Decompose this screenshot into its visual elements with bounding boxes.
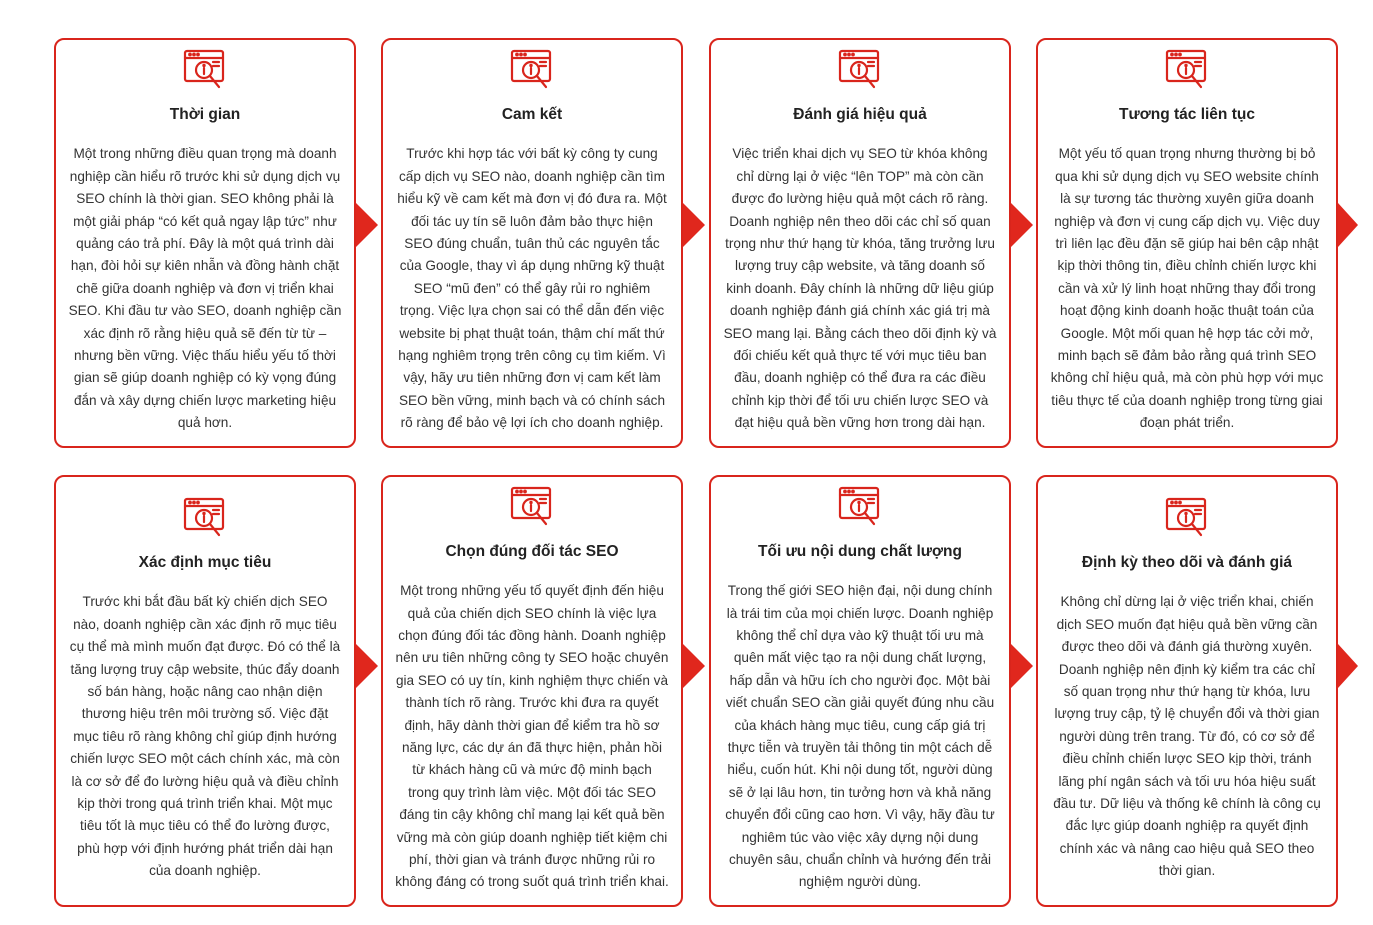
card-thoi-gian — [54, 38, 356, 448]
card-description: Trong thế giới SEO hiện đại, nội dung chính là trái tim của mọi chiến lược. Doanh nghiệp không thể chỉ dựa vào kỹ thuật tối ưu mà quên mất việc tạo ra nội dung chất lượng, hấp dẫn và hữu ích cho người đọc. Một bài viết chuẩn SEO cần giải quyết đúng nhu cầu của khách hàng mục tiêu, cung cấp giá trị thực tiễn và truyền tải thông tin một cách dễ hiểu, cuốn hút. Khi nội dung tốt, người dùng sẽ ở lại lâu hơn, tin tưởng hơn và khả năng chuyển đổi cũng cao hơn. Vì vậy, hãy đầu tư nghiêm túc vào việc xây dựng nội dung chuyên sâu, chuẩn chỉnh và hướng đến trải nghiệm người dùng. — [725, 583, 995, 890]
card-title: Tương tác liên tục — [1119, 106, 1255, 124]
arrow-right-icon — [1338, 644, 1358, 688]
card-dinh-ky-theo-doi-va-danh-gia — [1036, 475, 1338, 907]
card-title: Chọn đúng đối tác SEO — [445, 543, 619, 561]
card-toi-uu-noi-dung-chat-luong — [709, 475, 1011, 907]
web-search-icon — [509, 484, 555, 530]
card-description: Một yếu tố quan trọng nhưng thường bị bỏ qua khi sử dụng dịch vụ SEO website chính là sự tương tác thường xuyên giữa doanh nghiệp và đơn vị cung cấp dịch vụ. Việc duy trì liên lạc đều đặn sẽ giúp hai bên cập nhật kịp thời thông tin, điều chỉnh chiến lược khi cần và xử lý linh hoạt những thay đổi trong hoạt động kinh doanh hoặc thuật toán của Google. Một mối quan hệ hợp tác cởi mở, minh bạch sẽ đảm bảo rằng quá trình SEO không chỉ hiệu quả, mà còn phù hợp với mục tiêu thực tế của doanh nghiệp trong từng giai đoạn phát triển. — [1050, 146, 1324, 431]
card-title: Cam kết — [501, 106, 563, 124]
web-search-icon — [182, 495, 228, 541]
web-search-icon — [1164, 47, 1210, 93]
card-description: Một trong những yếu tố quyết định đến hiệu quả của chiến dịch SEO chính là việc lựa chọn đúng đối tác đồng hành. Doanh nghiệp nên ưu tiên những công ty SEO hoặc chuyên gia SEO có uy tín, kinh nghiệm thực chiến và thành tích rõ ràng. Trước khi đưa ra quyết định, hãy dành thời gian để kiểm tra hồ sơ năng lực, các dự án đã thực hiện, phản hồi từ khách hàng cũ và mức độ minh bạch trong quy trình làm việc. Một đối tác SEO đáng tin cậy không chỉ mang lại kết quả bền vững mà còn giúp doanh nghiệp tiết kiệm chi phí, thời gian và tránh được những rủi ro không đáng có trong suốt quá trình triển khai. — [395, 583, 669, 890]
card-title: Tối ưu nội dung chất lượng — [758, 543, 962, 561]
web-search-icon — [182, 47, 228, 93]
arrow-right-icon — [356, 644, 378, 688]
card-description: Việc triển khai dịch vụ SEO từ khóa không chỉ dừng lại ở việc “lên TOP” mà còn cần được đo lường hiệu quả một cách rõ ràng. Doanh nghiệp nên theo dõi các chỉ số quan trọng như thứ hạng từ khóa, tăng trưởng lưu lượng truy cập website, và tăng doanh số kinh doanh. Đây chính là những dữ liệu giúp doanh nghiệp đánh giá chính xác giá trị mà SEO mang lại. Bằng cách theo dõi định kỳ và đối chiếu kết quả thực tế với mục tiêu ban đầu, doanh nghiệp có thể đưa ra các điều chỉnh kịp thời để tối ưu chiến lược SEO và đạt hiệu quả bền vững hơn trong dài hạn. — [723, 146, 997, 431]
web-search-icon — [1164, 495, 1210, 541]
web-search-icon — [837, 484, 883, 530]
card-title: Xác định mục tiêu — [138, 554, 272, 572]
arrow-right-icon — [683, 203, 705, 247]
arrow-right-icon — [1011, 203, 1033, 247]
arrow-right-icon — [1338, 203, 1358, 247]
arrow-right-icon — [356, 203, 378, 247]
card-danh-gia-hieu-qua — [709, 38, 1011, 448]
card-description: Trước khi bắt đầu bất kỳ chiến dịch SEO nào, doanh nghiệp cần xác định rõ mục tiêu cụ thể mà mình muốn đạt được. Đó có thể là tăng lượng truy cập website, thúc đẩy doanh số bán hàng, hoặc nâng cao nhận diện thương hiệu trên môi trường số. Việc đặt mục tiêu rõ ràng không chỉ giúp định hướng chiến lược SEO một cách chính xác, mà còn là cơ sở để đo lường hiệu quả và điều chỉnh kịp thời trong quá trình triển khai. Một mục tiêu tốt là mục tiêu có thể đo lường được, phù hợp với định hướng phát triển dài hạn của doanh nghiệp. — [69, 594, 341, 879]
card-title: Định kỳ theo dõi và đánh giá — [1081, 554, 1293, 572]
card-xac-dinh-muc-tieu — [54, 475, 356, 907]
card-cam-ket — [381, 38, 683, 448]
card-title: Thời gian — [169, 106, 241, 124]
card-chon-dung-doi-tac-seo — [381, 475, 683, 907]
arrow-right-icon — [683, 644, 705, 688]
card-tuong-tac-lien-tuc — [1036, 38, 1338, 448]
card-description: Không chỉ dừng lại ở việc triển khai, chiến dịch SEO muốn đạt hiệu quả bền vững cần được theo dõi và đánh giá thường xuyên. Doanh nghiệp nên định kỳ kiểm tra các chỉ số quan trọng như thứ hạng từ khóa, lưu lượng truy cập, tỷ lệ chuyển đổi và thời gian người dùng trên trang. Từ đó, có cơ sở để điều chỉnh chiến lược SEO kịp thời, tránh lãng phí ngân sách và tối ưu hóa hiệu suất đầu tư. Dữ liệu và thống kê chính là công cụ đắc lực giúp doanh nghiệp ra quyết định chính xác và nâng cao hiệu quả SEO theo thời gian. — [1053, 594, 1321, 879]
card-description: Một trong những điều quan trọng mà doanh nghiệp cần hiểu rõ trước khi sử dụng dịch vụ SEO chính là thời gian. SEO không phải là một giải pháp “có kết quả ngay lập tức” như quảng cáo trả phí. Đây là một quá trình dài hạn, đòi hỏi sự kiên nhẫn và đồng hành chặt chẽ giữa doanh nghiệp và đơn vị triển khai SEO. Khi đầu tư vào SEO, doanh nghiệp cần xác định rõ rằng hiệu quả sẽ đến từ từ – nhưng bền vững. Việc thấu hiểu yếu tố thời gian sẽ giúp doanh nghiệp có kỳ vọng đúng đắn và xây dựng chiến lược marketing hiệu quả hơn. — [68, 146, 342, 431]
web-search-icon — [837, 47, 883, 93]
card-description: Trước khi hợp tác với bất kỳ công ty cung cấp dịch vụ SEO nào, doanh nghiệp cần tìm hiểu kỹ về cam kết mà đơn vị đó đưa ra. Một đối tác uy tín sẽ luôn đảm bảo thực hiện SEO đúng chuẩn, tuân thủ các nguyên tắc của Google, thay vì áp dụng những kỹ thuật SEO “mũ đen” có thể gây rủi ro nghiêm trọng. Việc lựa chọn sai có thể dẫn đến việc website bị phạt thuật toán, thậm chí mất thứ hạng nghiêm trọng trên công cụ tìm kiếm. Vì vậy, hãy ưu tiên những đơn vị cam kết làm SEO bền vững, minh bạch và có chính sách rõ ràng để bảo vệ lợi ích cho doanh nghiệp. — [397, 146, 667, 431]
arrow-right-icon — [1011, 644, 1033, 688]
card-title: Đánh giá hiệu quả — [793, 106, 927, 124]
web-search-icon — [509, 47, 555, 93]
